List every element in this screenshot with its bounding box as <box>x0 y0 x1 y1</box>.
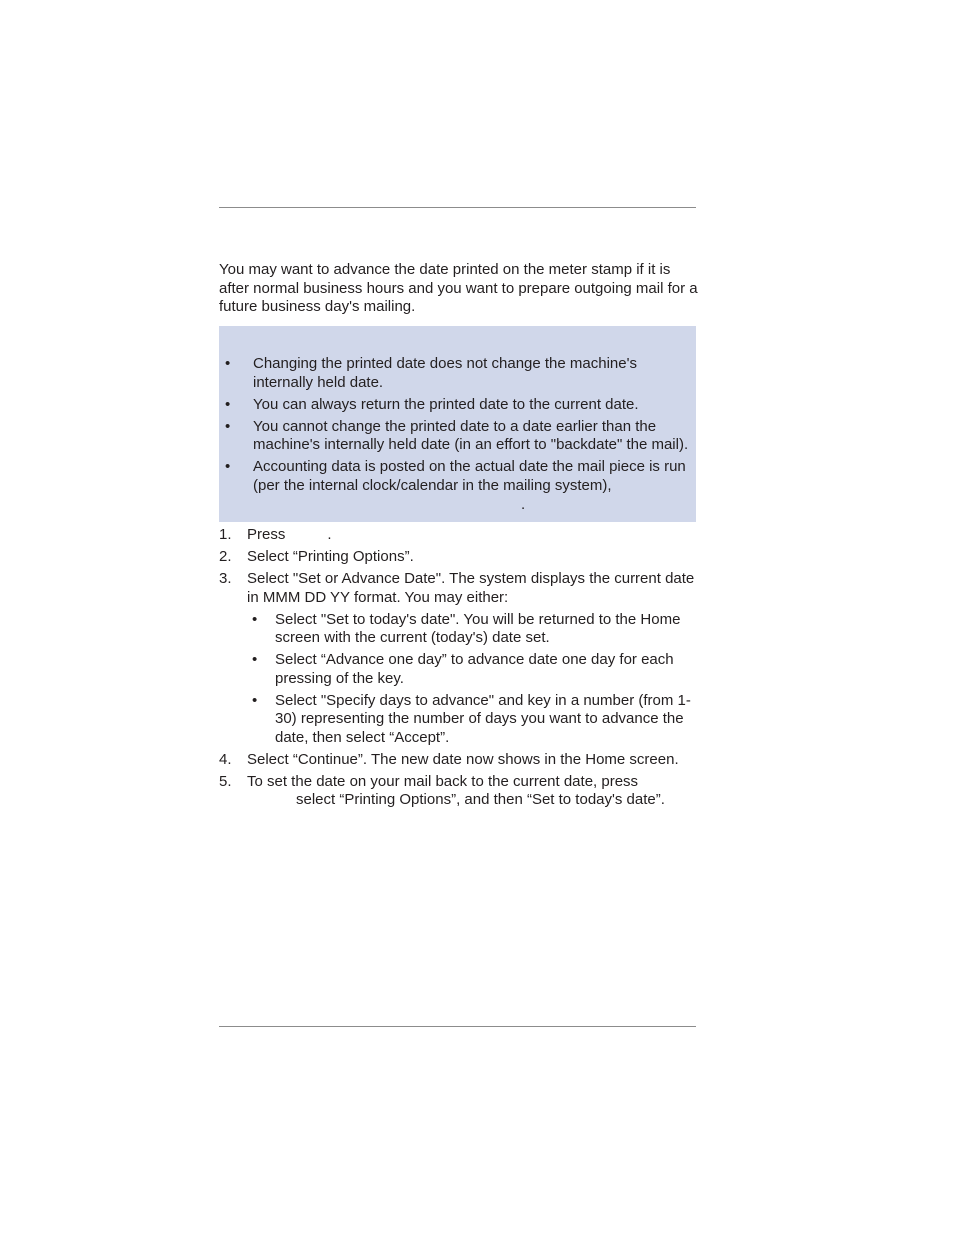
step-text: Press <box>247 526 286 543</box>
bullet-icon: • <box>252 651 258 668</box>
note-text: Changing the printed date does not change the machine's internally held date. <box>253 355 637 391</box>
step-item <box>219 773 699 810</box>
steps-list <box>219 526 699 813</box>
sub-option-text: Select “Advance one day” to advance date one day for each pressing of the key. <box>275 651 674 687</box>
intro-paragraph: You may want to advance the date printed on the meter stamp if it is after normal business hours and you want to prepare outgoing mail for a future business day's mailing. <box>219 261 698 315</box>
step-number: 4. <box>219 750 232 768</box>
sub-option-item <box>247 651 699 688</box>
sub-option-text: Select "Set to today's date". You will be returned to the Home screen with the current (today's) date set. <box>275 610 681 646</box>
sub-option-item <box>247 692 699 748</box>
note-item <box>219 458 696 495</box>
note-item <box>219 355 696 392</box>
step-text: To set the date on your mail back to the current date, press <box>247 772 639 790</box>
footer-rule <box>219 1026 696 1027</box>
note-text: You can always return the printed date to the current date. <box>253 395 639 413</box>
step-item <box>219 570 699 747</box>
step-text: Select “Printing Options”. <box>247 548 414 565</box>
sub-option-item <box>247 611 699 648</box>
note-text: You cannot change the printed date to a date earlier than the machine's internally held date (in an effort to "backdate" the mail). <box>253 417 689 453</box>
sub-options-list <box>247 611 699 748</box>
note-item <box>219 418 696 455</box>
bullet-icon: • <box>225 355 231 372</box>
step-item <box>219 548 699 567</box>
step-text: Select "Set or Advance Date". The system displays the current date in MMM DD YY format. You may either: <box>247 570 695 606</box>
bullet-icon: • <box>225 458 231 475</box>
step-number: 3. <box>219 570 232 587</box>
step-text-end: . <box>327 526 332 543</box>
note-item <box>219 396 696 415</box>
header-rule <box>219 207 696 208</box>
step-number: 1. <box>219 526 232 543</box>
sub-option-text: Select "Specify days to advance" and key in a number (from 1-30) representing the number of days you want to advance the date, then select “Accept”. <box>275 691 691 746</box>
bullet-icon: • <box>225 417 231 435</box>
bullet-icon: • <box>252 610 258 628</box>
step-item <box>219 526 699 545</box>
note-trailing-period: . <box>521 496 526 513</box>
step-text-line2: select “Printing Options”, and then “Set to today's date”. <box>296 791 665 808</box>
bullet-icon: • <box>252 691 258 709</box>
step-item <box>219 751 699 770</box>
note-text: Accounting data is posted on the actual date the mail piece is run (per the internal clock/calendar in the mailing system), <box>253 458 686 494</box>
step-text: Select “Continue”. The new date now shows in the Home screen. <box>247 750 679 768</box>
step-number: 2. <box>219 548 232 565</box>
note-list <box>219 355 696 499</box>
bullet-icon: • <box>225 395 231 413</box>
note-box <box>219 326 696 522</box>
step-number: 5. <box>219 772 232 790</box>
